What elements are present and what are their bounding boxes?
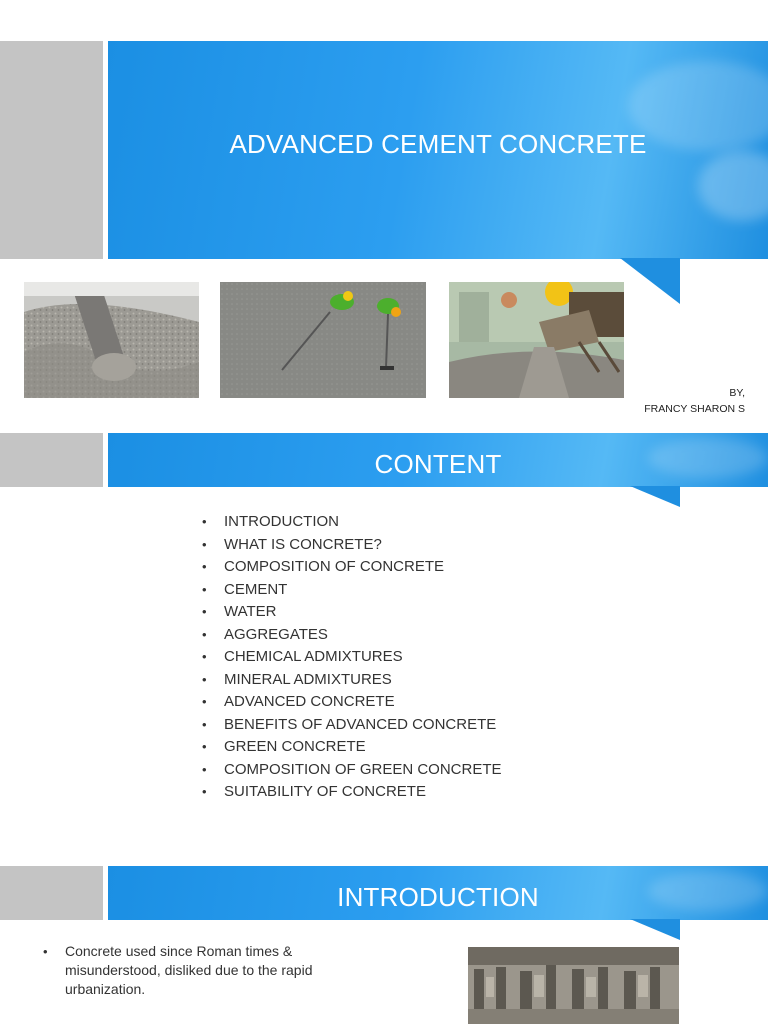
list-item: • INTRODUCTION: [200, 511, 502, 534]
list-item: • BENEFITS OF ADVANCED CONCRETE: [200, 714, 502, 737]
list-item: • SUITABILITY OF CONCRETE: [200, 781, 502, 804]
content-title: CONTENT: [374, 449, 502, 479]
list-item: • CEMENT: [200, 579, 502, 602]
gray-side-bar: [0, 41, 103, 259]
introduction-text: Concrete used since Roman times & misunderstood, disliked due to the rapid urbanization.: [65, 943, 313, 997]
banner-tail: [620, 919, 680, 941]
list-item: • WATER: [200, 601, 502, 624]
introduction-bullet: [43, 942, 373, 999]
content-banner: [108, 433, 768, 487]
wheelbarrow-pour-photo: [449, 282, 624, 398]
bullet-dot: •: [43, 944, 48, 959]
content-list: [200, 511, 502, 804]
concrete-pour-photo: [24, 282, 199, 398]
list-item: • COMPOSITION OF CONCRETE: [200, 556, 502, 579]
gray-side-bar: [0, 433, 103, 487]
list-item: • MINERAL ADMIXTURES: [200, 669, 502, 692]
slide-content: [0, 433, 768, 836]
author-name: FRANCY SHARON S: [644, 403, 745, 415]
list-item: • CHEMICAL ADMIXTURES: [200, 646, 502, 669]
list-item: • WHAT IS CONCRETE?: [200, 534, 502, 557]
presentation-title: ADVANCED CEMENT CONCRETE: [229, 129, 647, 159]
introduction-title: INTRODUCTION: [337, 882, 539, 912]
list-item: • COMPOSITION OF GREEN CONCRETE: [200, 759, 502, 782]
author-prefix: BY,: [729, 387, 745, 399]
title-banner: [108, 41, 768, 259]
workers-leveling-photo: [220, 282, 426, 398]
slide-title: [0, 0, 768, 428]
list-item: • ADVANCED CONCRETE: [200, 691, 502, 714]
roman-ruins-photo: [468, 947, 679, 1024]
list-item: • AGGREGATES: [200, 624, 502, 647]
banner-tail: [620, 486, 680, 508]
introduction-banner: [108, 866, 768, 920]
gray-side-bar: [0, 866, 103, 920]
list-item: • GREEN CONCRETE: [200, 736, 502, 759]
author-block: [644, 385, 745, 417]
